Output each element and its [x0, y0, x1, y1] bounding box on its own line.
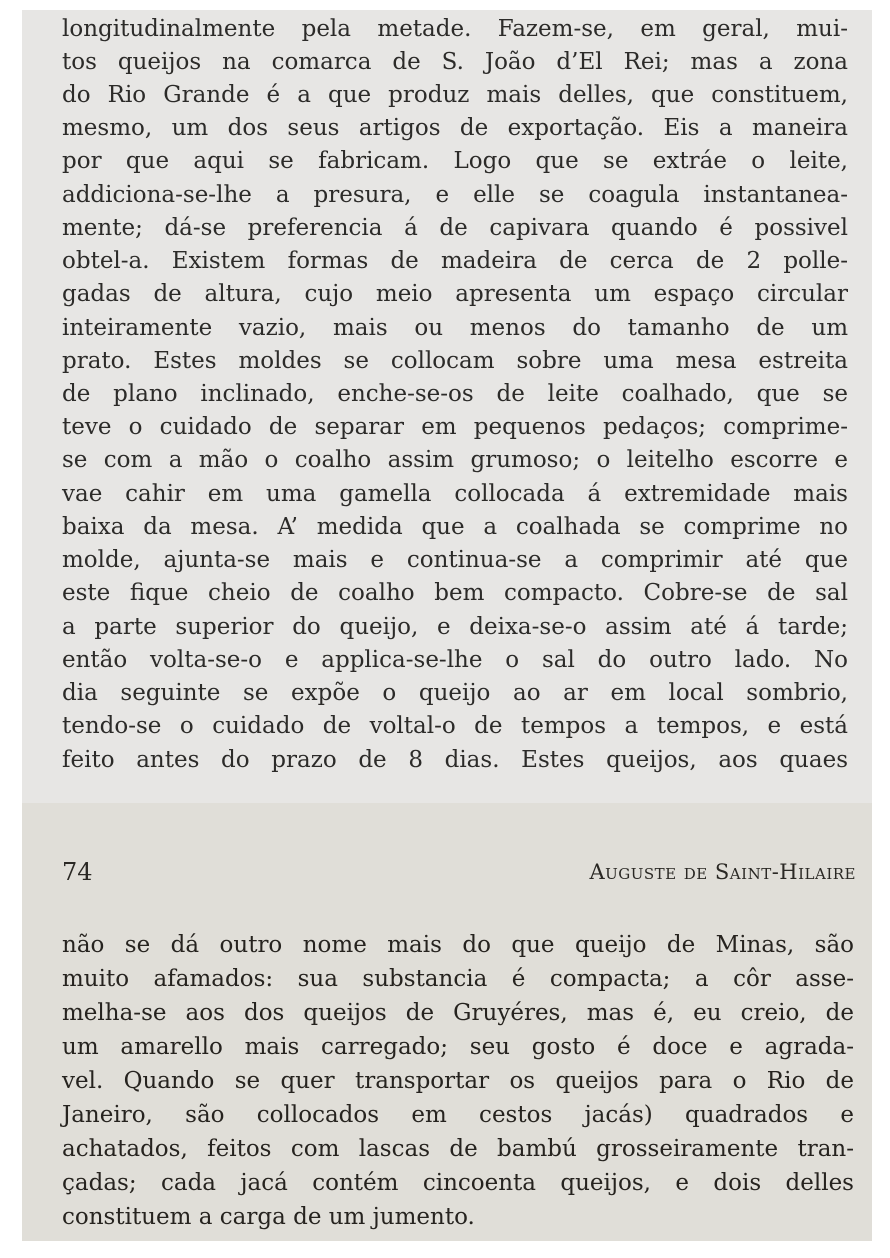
text-line: muito afamados: sua substancia é compacta; a côr asse-	[62, 966, 854, 992]
text-line: a parte superior do queijo, e deixa-se-o assim até á tarde;	[62, 614, 848, 640]
running-head	[62, 855, 856, 889]
text-line: se com a mão o coalho assim grumoso; o leitelho escorre e	[62, 447, 848, 473]
text-line: melha-se aos dos queijos de Gruyéres, mas é, eu creio, de	[62, 1000, 854, 1026]
text-line: feito antes do prazo de 8 dias. Estes queijos, aos quaes	[62, 747, 848, 773]
text-line: por que aqui se fabricam. Logo que se extráe o leite,	[62, 148, 848, 174]
text-line: longitudinalmente pela metade. Fazem-se, em geral, mui-	[62, 16, 848, 42]
text-line: çadas; cada jacá contém cincoenta queijos, e dois delles	[62, 1170, 854, 1196]
text-line: mente; dá-se preferencia á de capivara quando é possivel	[62, 215, 848, 241]
text-line: inteiramente vazio, mais ou menos do tamanho de um	[62, 315, 848, 341]
text-line: de plano inclinado, enche-se-os de leite coalhado, que se	[62, 381, 848, 407]
text-line: achatados, feitos com lascas de bambú grosseiramente tran-	[62, 1136, 854, 1162]
text-line: molde, ajunta-se mais e continua-se a comprimir até que	[62, 547, 848, 573]
text-line: um amarello mais carregado; seu gosto é doce e agrada-	[62, 1034, 854, 1060]
text-line: este fique cheio de coalho bem compacto. Cobre-se de sal	[62, 580, 848, 606]
text-line: obtel-a. Existem formas de madeira de cerca de 2 polle-	[62, 248, 848, 274]
text-line: baixa da mesa. A’ medida que a coalhada se comprime no	[62, 514, 848, 540]
page-number: 74	[62, 858, 93, 886]
running-title: Auguste de Saint-Hilaire	[589, 860, 856, 884]
text-line: então volta-se-o e applica-se-lhe o sal do outro lado. No	[62, 647, 848, 673]
text-line: addiciona-se-lhe a presura, e elle se coagula instantanea-	[62, 182, 848, 208]
upper-page-fragment	[22, 10, 872, 803]
text-line: teve o cuidado de separar em pequenos pedaços; comprime-	[62, 414, 848, 440]
text-line: Janeiro, são collocados em cestos jacás) quadrados e	[62, 1102, 854, 1128]
text-line: gadas de altura, cujo meio apresenta um espaço circular	[62, 281, 848, 307]
text-line: tos queijos na comarca de S. João d’El Rei; mas a zona	[62, 49, 848, 75]
text-line: prato. Estes moldes se collocam sobre uma mesa estreita	[62, 348, 848, 374]
text-line: mesmo, um dos seus artigos de exportação. Eis a maneira	[62, 115, 848, 141]
text-line: tendo-se o cuidado de voltal-o de tempos a tempos, e está	[62, 713, 848, 739]
text-line: do Rio Grande é a que produz mais delles, que constituem,	[62, 82, 848, 108]
text-line: constituem a carga de um jumento.	[62, 1204, 475, 1230]
text-line: vae cahir em uma gamella collocada á extremidade mais	[62, 481, 848, 507]
text-line: vel. Quando se quer transportar os queijos para o Rio de	[62, 1068, 854, 1094]
text-line: não se dá outro nome mais do que queijo de Minas, são	[62, 932, 854, 958]
text-line: dia seguinte se expõe o queijo ao ar em local sombrio,	[62, 680, 848, 706]
